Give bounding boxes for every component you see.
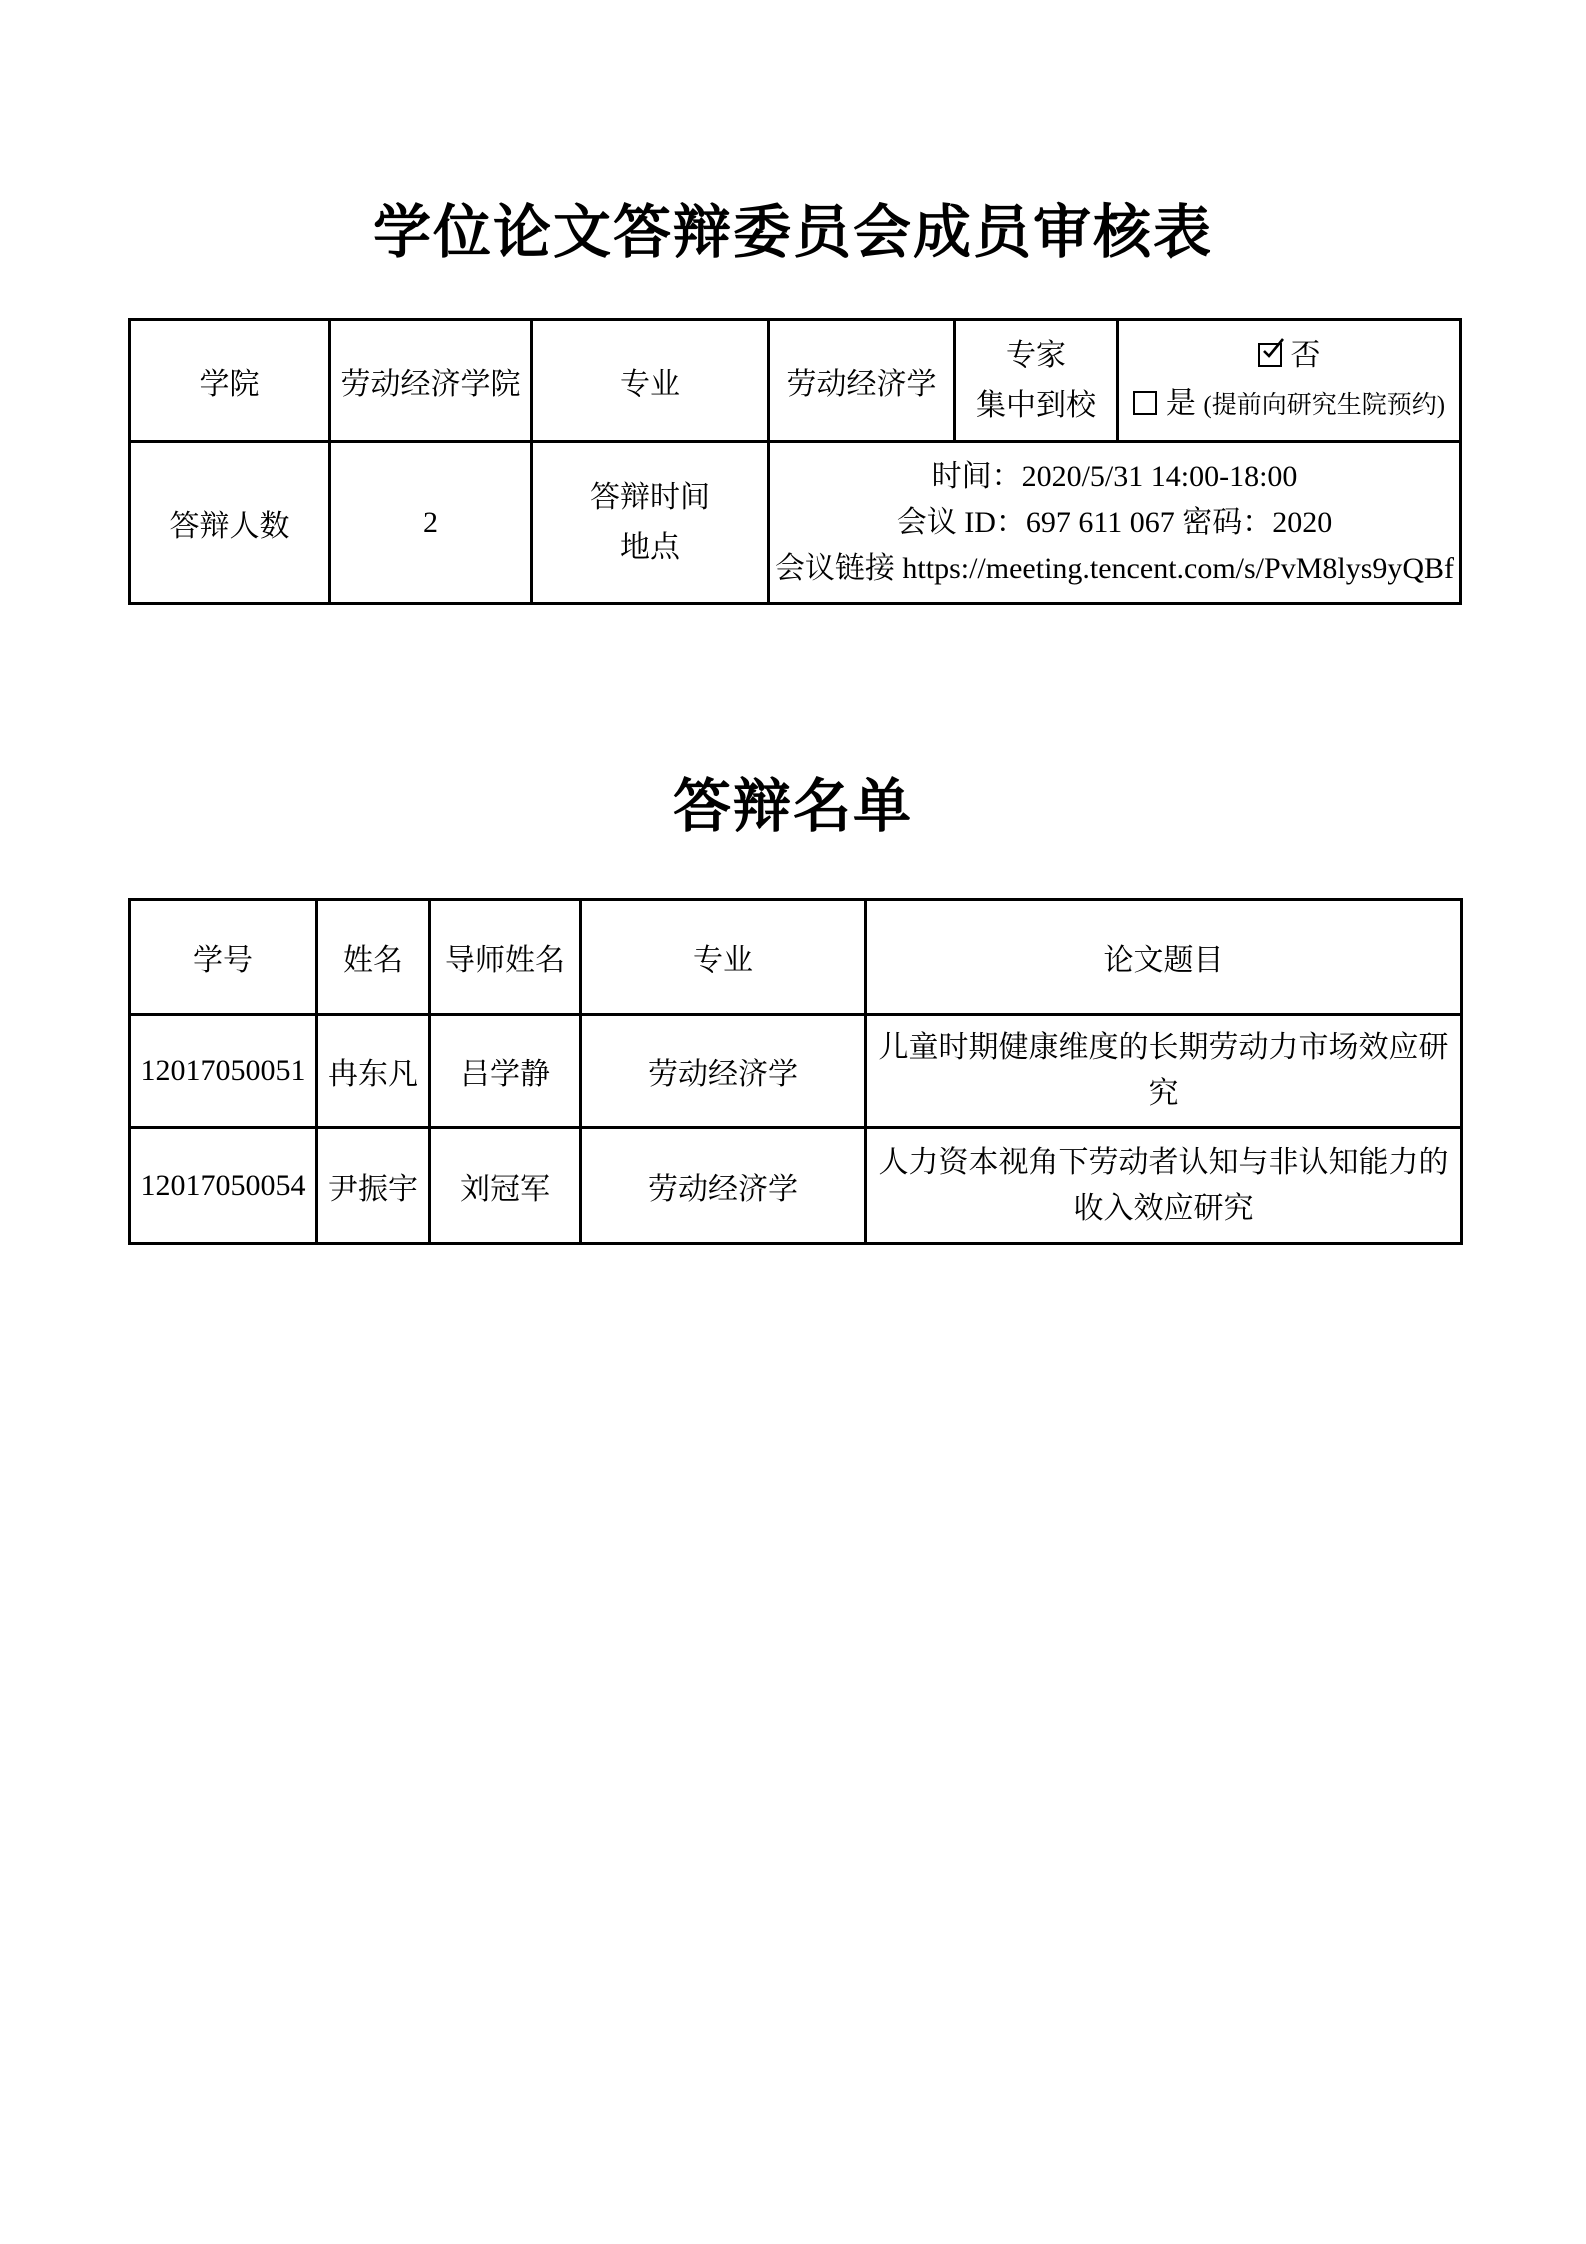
defense-time-place-label [532, 442, 769, 604]
defense-time-place-line2: 地点 [620, 530, 680, 564]
table-row [130, 1128, 1462, 1244]
option-no-label: 否 [1290, 338, 1321, 372]
cell-thesis-title: 儿童时期健康维度的长期劳动力市场效应研究 [866, 1015, 1462, 1128]
defender-count-label: 答辩人数 [130, 442, 330, 604]
defense-list-table [128, 898, 1463, 1245]
review-row-top [130, 320, 1461, 442]
option-no [1119, 332, 1459, 380]
cell-student-id: 12017050054 [130, 1128, 317, 1244]
cell-advisor: 刘冠军 [430, 1128, 581, 1244]
meeting-id-password: 会议 ID：697 611 067 密码：2020 [896, 505, 1333, 539]
option-yes-note: (提前向研究生院预约) [1203, 391, 1446, 419]
header-advisor: 导师姓名 [430, 900, 581, 1015]
cell-thesis-title: 人力资本视角下劳动者认知与非认知能力的收入效应研究 [866, 1128, 1462, 1244]
defense-time-place-line1: 答辩时间 [590, 480, 710, 514]
unchecked-checkbox-icon [1133, 391, 1157, 415]
expert-onsite-options [1118, 320, 1461, 442]
header-student-id: 学号 [130, 900, 317, 1015]
cell-student-id: 12017050051 [130, 1015, 317, 1128]
table-row [130, 1015, 1462, 1128]
header-name: 姓名 [317, 900, 430, 1015]
expert-onsite-label-line2: 集中到校 [976, 388, 1096, 422]
option-yes [1119, 380, 1459, 430]
cell-name: 冉东凡 [317, 1015, 430, 1128]
cell-major: 劳动经济学 [581, 1128, 866, 1244]
defense-list-title: 答辩名单 [672, 774, 913, 839]
review-row-bottom [130, 442, 1461, 604]
cell-name: 尹振宇 [317, 1128, 430, 1244]
option-yes-label: 是 [1165, 386, 1196, 420]
cell-advisor: 吕学静 [430, 1015, 581, 1128]
defense-list-header-row [130, 900, 1462, 1015]
college-label: 学院 [130, 320, 330, 442]
expert-onsite-label-line1: 专家 [1006, 338, 1066, 372]
major-label: 专业 [532, 320, 769, 442]
checked-checkbox-icon [1258, 343, 1282, 367]
header-major: 专业 [581, 900, 866, 1015]
cell-major: 劳动经济学 [581, 1015, 866, 1128]
defender-count-value: 2 [330, 442, 532, 604]
meeting-link: 会议链接 https://meeting.tencent.com/s/PvM8lys9yQBf [774, 551, 1455, 585]
college-value: 劳动经济学院 [330, 320, 532, 442]
header-thesis-title: 论文题目 [866, 900, 1462, 1015]
meeting-time: 时间：2020/5/31 14:00-18:00 [931, 459, 1298, 493]
review-table [128, 318, 1462, 605]
major-value: 劳动经济学 [769, 320, 955, 442]
document-title: 学位论文答辩委员会成员审核表 [372, 200, 1213, 265]
expert-onsite-label [955, 320, 1118, 442]
meeting-info [769, 442, 1461, 604]
